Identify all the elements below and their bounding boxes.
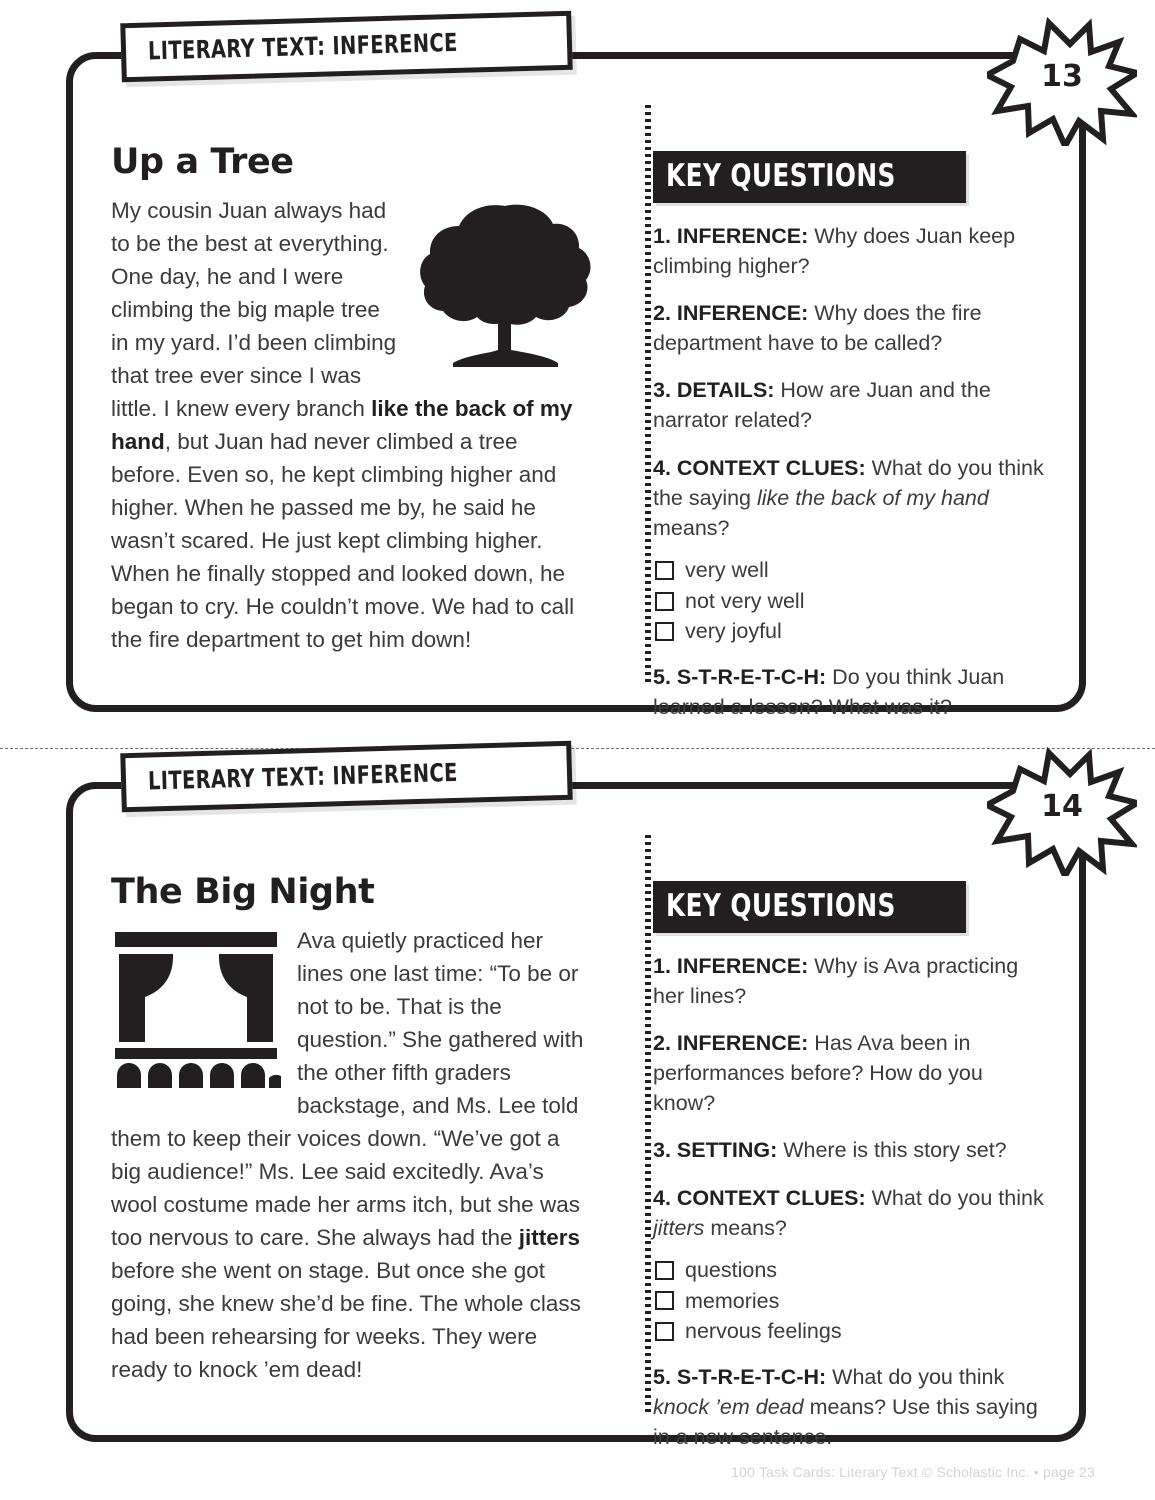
category-badge-label: LITERARY TEXT: INFERENCE [147, 757, 459, 796]
question-italic-phrase: jitters [653, 1215, 705, 1240]
question-label: 2. INFERENCE: [653, 1031, 809, 1056]
choice-item[interactable] [655, 617, 1045, 646]
questions-column [619, 115, 1045, 720]
choice-label: questions [685, 1257, 778, 1282]
passage-title: Up a Tree [111, 142, 294, 182]
tree-silhouette-icon [417, 200, 593, 372]
question-text: How are Juan and the narrator related? [653, 378, 991, 433]
choice-item[interactable] [655, 1317, 1045, 1346]
question-text: Do you think Juan learned a lesson? What was it? [653, 665, 1005, 720]
question-item [653, 298, 1045, 358]
passage-bold-phrase: like the back of my hand [111, 395, 573, 454]
passage-text [111, 194, 593, 657]
checkbox-icon[interactable] [655, 561, 674, 580]
passage-title: The Big Night [111, 872, 375, 912]
passage-column [111, 845, 619, 1409]
checkbox-icon[interactable] [655, 622, 674, 641]
question-item [653, 453, 1045, 543]
card-cut-line [0, 748, 1155, 749]
passage-text [111, 924, 593, 1387]
questions-column [619, 845, 1045, 1450]
question-text: Why does Juan keep climbing higher? [653, 224, 1016, 279]
choice-label: nervous feelings [685, 1319, 842, 1344]
choice-label: memories [685, 1288, 780, 1313]
question-italic-phrase: knock ’em dead [653, 1395, 804, 1420]
question-item [653, 221, 1045, 281]
question-text-post: means? [653, 515, 730, 540]
choice-item[interactable] [655, 1256, 1045, 1285]
card-number: 14 [1041, 789, 1083, 824]
answer-choices [655, 1256, 1045, 1346]
question-item [653, 1183, 1045, 1243]
question-label: 5. S-T-R-E-T-C-H: [653, 1365, 827, 1390]
question-text: Why is Ava practicing her lines? [653, 954, 1019, 1009]
key-questions-header [653, 151, 966, 203]
passage-part-1: Ava quietly practiced her lines one last time: “To be or not to be. That is the question.” She gathered with the other fifth graders backstage, and Ms. Lee told them to keep their voices down. “We’ve got a big audience!” Ms. Lee said excitedly. Ava’s wool costume made her arms itch, but she was too nervous to care. She always had the [111, 927, 584, 1251]
card-number: 13 [1041, 59, 1083, 94]
question-label: 1. INFERENCE: [653, 954, 809, 978]
question-item [653, 1028, 1045, 1118]
question-text: Why does the fire department have to be called? [653, 301, 982, 356]
question-text: Where is this story set? [777, 1138, 1007, 1163]
question-label: 1. INFERENCE: [653, 224, 809, 248]
checkbox-icon[interactable] [655, 1291, 674, 1310]
question-label: 4. CONTEXT CLUES: [653, 455, 866, 480]
task-card-13 [66, 27, 1086, 720]
question-item [653, 662, 1045, 722]
checkbox-icon[interactable] [655, 592, 674, 611]
checkbox-icon[interactable] [655, 1322, 674, 1341]
question-item [653, 951, 1045, 1011]
question-text-post: means? Use this saying in a new sentence. [653, 1395, 1038, 1450]
choice-label: very joyful [685, 619, 782, 644]
choice-item[interactable] [655, 1287, 1045, 1316]
key-questions-label: KEY QUESTIONS [666, 888, 896, 924]
question-text: Has Ava been in performances before? How do you know? [653, 1031, 983, 1116]
passage-bold-phrase: jitters [518, 1225, 581, 1251]
question-item [653, 375, 1045, 435]
question-text-pre: What do you think [865, 1185, 1044, 1210]
question-label: 3. DETAILS: [653, 378, 775, 403]
answer-choices [655, 556, 1045, 646]
page-footer: 100 Task Cards: Literary Text © Scholastic Inc. • page 23 [731, 1464, 1095, 1480]
choice-label: very well [685, 557, 769, 582]
passage-column [111, 115, 619, 679]
theater-stage-icon [111, 930, 281, 1088]
question-text-post: means? [704, 1215, 787, 1240]
passage-part-2: , but Juan had never climbed a tree before. Even so, he kept climbing higher and higher. When he passed me by, he said he wasn’t scared. He just kept climbing higher. When he finally stopped and looked down, he began to cry. He couldn’t move. We had to call the fire department to get him down! [111, 428, 575, 653]
key-questions-header [653, 881, 966, 933]
question-text-pre: What do you think [826, 1365, 1005, 1390]
question-label: 3. SETTING: [653, 1138, 778, 1163]
question-italic-phrase: like the back of my hand [756, 485, 989, 510]
question-label: 5. S-T-R-E-T-C-H: [653, 665, 827, 690]
choice-label: not very well [685, 588, 805, 613]
passage-part-2: before she went on stage. But once she got going, she knew she’d be fine. The whole class had been rehearsing for weeks. They were ready to knock ’em dead! [111, 1258, 581, 1383]
key-questions-label: KEY QUESTIONS [666, 158, 896, 194]
task-card-14 [66, 757, 1086, 1450]
question-label: 4. CONTEXT CLUES: [653, 1185, 866, 1210]
category-badge-label: LITERARY TEXT: INFERENCE [147, 27, 459, 66]
question-item [653, 1135, 1045, 1165]
checkbox-icon[interactable] [655, 1261, 674, 1280]
question-text-pre: What do you think the saying [653, 455, 1044, 510]
choice-item[interactable] [655, 587, 1045, 616]
passage-part-1: My cousin Juan always had to be the best at everything. One day, he and I were climbing the big maple tree in my yard. I’d been climbing that tree ever since I was little. I knew every branch [111, 197, 397, 421]
question-item [653, 1362, 1045, 1452]
question-label: 2. INFERENCE: [653, 301, 809, 326]
choice-item[interactable] [655, 556, 1045, 585]
